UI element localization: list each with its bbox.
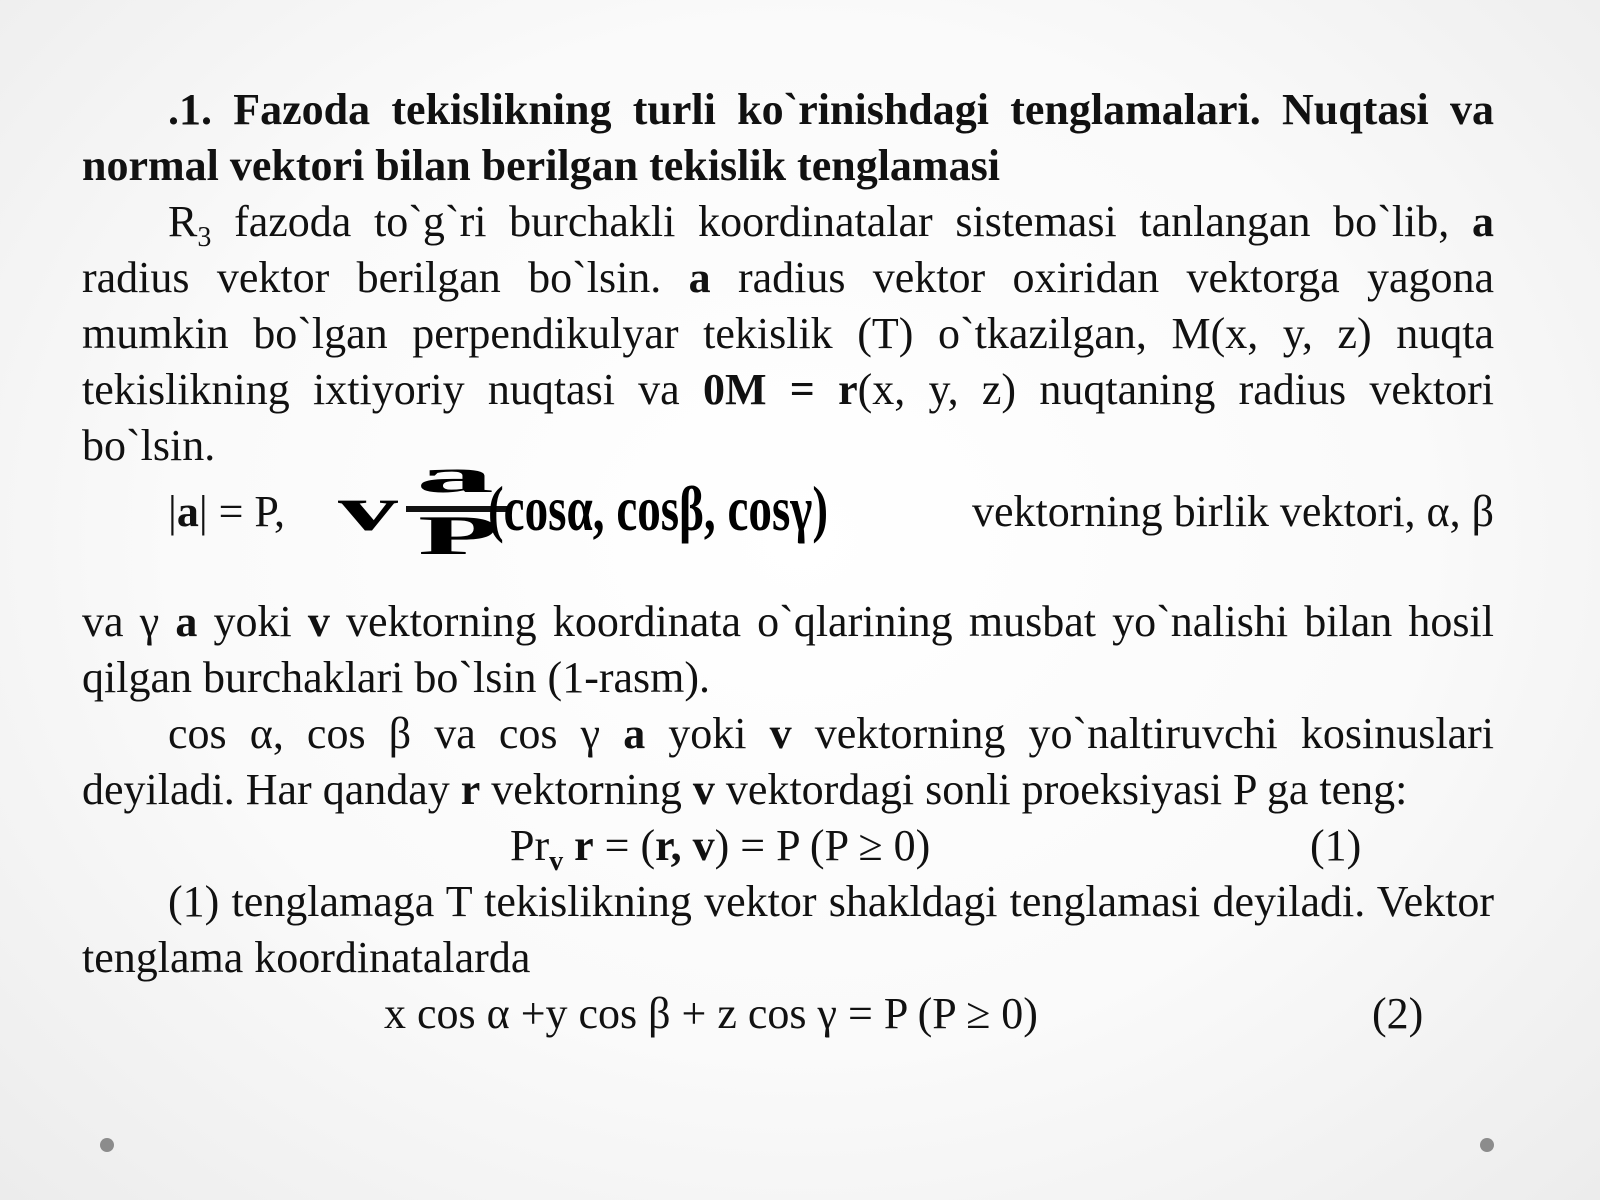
text: ) = P (P ≥ 0) bbox=[714, 821, 931, 870]
subscript-v: v bbox=[549, 845, 564, 877]
abs-a-expression bbox=[168, 484, 285, 540]
text: vektorning yo`naltiruvchi kosinuslari deyiladi. Har qanday bbox=[82, 709, 1494, 814]
vector-v: v bbox=[769, 709, 792, 758]
paragraph-vector-form: (1) tenglamaga T tekislikning vektor shakldagi tenglamasi deyiladi. Vektor tenglama koordinatalarda bbox=[82, 877, 1494, 982]
formula-lhs: v bbox=[338, 473, 398, 544]
slide-title: .1. Fazoda tekislikning turli ko`rinishdagi tenglamalari. Nuqtasi va normal vektori bilan berilgan tekislik tenglamasi bbox=[82, 85, 1494, 190]
text: radius vektor berilgan bo`lsin. bbox=[82, 253, 689, 302]
equation-1-number: (1) bbox=[1310, 821, 1362, 870]
text: = ( bbox=[593, 821, 656, 870]
text: va γ bbox=[82, 597, 176, 646]
text: cos α, cos β va cos γ bbox=[168, 709, 624, 758]
slide-content bbox=[82, 82, 1494, 1042]
r-symbol: R bbox=[168, 197, 198, 246]
formula-denominator: P bbox=[418, 505, 498, 560]
equation-2-body: x cos α +y cos β + z cos γ = P (P ≥ 0) bbox=[384, 989, 1038, 1038]
vector-r: r bbox=[460, 765, 481, 814]
unit-vector-formula bbox=[338, 464, 938, 560]
unit-vector-row bbox=[82, 464, 1494, 594]
slide-bullet-dot-left bbox=[100, 1138, 114, 1152]
equation-1-body bbox=[510, 818, 931, 877]
text: | bbox=[168, 487, 177, 536]
text: vektorning koordinata o`qlarining musbat yo`nalishi bilan hosil qilgan burchaklari bo`lsin (1-rasm). bbox=[82, 597, 1494, 702]
text: yoki bbox=[645, 709, 770, 758]
text: radius vektor oxiridan vektorga yagona mumkin bo`lgan perpendikulyar tekislik (T) o`tkazilgan, M(x, y, z) nuqta tekislikning ixtiyoriy nuqtasi va bbox=[82, 253, 1495, 414]
vector-v: v bbox=[307, 597, 330, 646]
vectors-r-v: r, v bbox=[655, 821, 715, 870]
text: | = P, bbox=[198, 487, 286, 536]
vector-a: a bbox=[688, 253, 711, 302]
vector-a: a bbox=[623, 709, 646, 758]
equation-2-number: (2) bbox=[1372, 989, 1424, 1038]
text: yoki bbox=[197, 597, 308, 646]
formula-numerator: a bbox=[416, 464, 494, 503]
vector-om: 0M = r bbox=[702, 365, 858, 414]
vector-a: a bbox=[176, 487, 199, 536]
vector-v: v bbox=[692, 765, 715, 814]
equation-1 bbox=[82, 818, 1494, 877]
text: Pr bbox=[510, 821, 550, 870]
paragraph-angles bbox=[82, 594, 1494, 706]
r-subscript: 3 bbox=[197, 221, 212, 253]
unit-vector-description: vektorning birlik vektori, α, β bbox=[971, 487, 1494, 536]
text: vektordagi sonli proeksiyasi P ga teng: bbox=[714, 765, 1408, 814]
vector-r: r bbox=[563, 821, 594, 870]
vector-a: a bbox=[175, 597, 198, 646]
paragraph-intro bbox=[82, 194, 1494, 474]
equation-2 bbox=[82, 986, 1494, 1042]
paragraph-direction-cosines bbox=[82, 706, 1494, 818]
text: vektorning bbox=[480, 765, 693, 814]
formula-rhs: (cosα, cosβ, cosγ) bbox=[488, 473, 828, 544]
slide-bullet-dot-right bbox=[1480, 1138, 1494, 1152]
text: (x, y, z) nuqtaning radius vektori bo`lsin. bbox=[82, 365, 1494, 470]
text: fazoda to`g`ri burchakli koordinatalar sistemasi tanlangan bo`lib, bbox=[211, 197, 1472, 246]
vector-a: a bbox=[1472, 197, 1494, 246]
